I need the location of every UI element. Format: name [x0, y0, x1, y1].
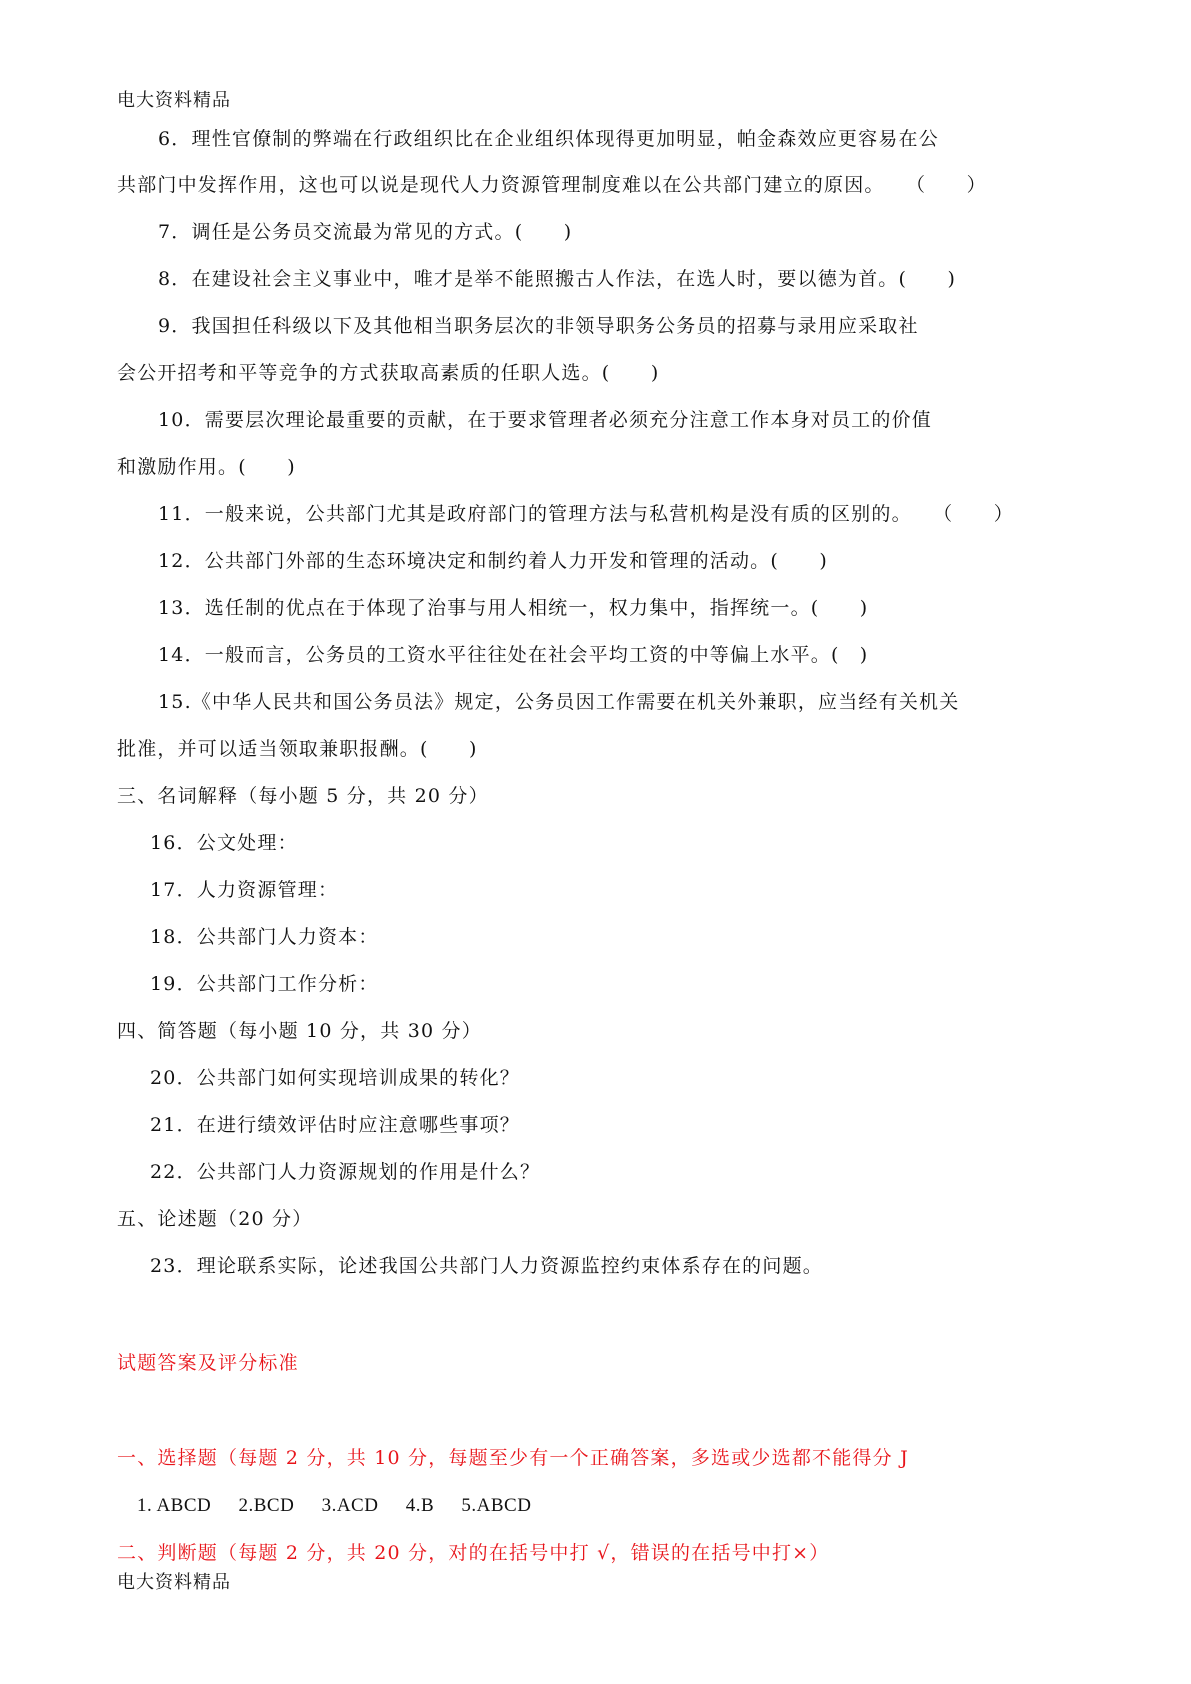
question-17: 17．人力资源管理： — [150, 879, 339, 901]
question-16: 16．公文处理： — [150, 832, 298, 854]
question-13: 13．选任制的优点在于体现了治事与用人相统一，权力集中，指挥统一。( ) — [158, 597, 869, 619]
answers-mc-title: 一、选择题（每题 2 分，共 10 分，每题至少有一个正确答案，多选或少选都不能得分 J — [117, 1447, 909, 1469]
question-10-line1: 10．需要层次理论最重要的贡献，在于要求管理者必须充分注意工作本身对员工的价值 — [158, 409, 932, 431]
answers-tf-title: 二、判断题（每题 2 分，共 20 分，对的在括号中打 √，错误的在括号中打×） — [117, 1542, 830, 1564]
question-14: 14．一般而言，公务员的工资水平往往处在社会平均工资的中等偏上水平。( ) — [158, 644, 869, 666]
question-9-line2: 会公开招考和平等竞争的方式获取高素质的任职人选。( ) — [117, 362, 660, 384]
page-header: 电大资料精品 — [117, 90, 231, 111]
question-19: 19．公共部门工作分析： — [150, 973, 379, 995]
question-18: 18．公共部门人力资本： — [150, 926, 379, 948]
answer-4: 4.B — [405, 1495, 435, 1516]
question-12: 12．公共部门外部的生态环境决定和制约着人力开发和管理的活动。( ) — [158, 550, 829, 572]
question-8: 8．在建设社会主义事业中，唯才是举不能照搬古人作法，在选人时，要以德为首。( ) — [158, 268, 957, 290]
question-9-line1: 9．我国担任科级以下及其他相当职务层次的非领导职务公务员的招募与录用应采取社 — [158, 315, 919, 337]
question-22: 22．公共部门人力资源规划的作用是什么？ — [150, 1161, 541, 1183]
question-11: 11．一般来说，公共部门尤其是政府部门的管理方法与私营机构是没有质的区别的。 （ ） — [158, 503, 1014, 525]
question-7: 7．调任是公务员交流最为常见的方式。( ) — [158, 221, 573, 243]
section-4-title: 四、简答题（每小题 10 分，共 30 分） — [117, 1020, 482, 1042]
answer-3: 3.ACD — [321, 1495, 379, 1516]
question-21: 21．在进行绩效评估时应注意哪些事项？ — [150, 1114, 520, 1136]
question-15-line1: 15.《中华人民共和国公务员法》规定，公务员因工作需要在机关外兼职，应当经有关机关 — [158, 691, 960, 713]
question-20: 20．公共部门如何实现培训成果的转化？ — [150, 1067, 520, 1089]
question-15-line2: 批准，并可以适当领取兼职报酬。( ) — [117, 738, 478, 760]
answers-mc-list — [137, 1493, 1191, 1519]
answer-1: 1. ABCD — [137, 1495, 212, 1516]
question-6-line1: 6．理性官僚制的弊端在行政组织比在企业组织体现得更加明显，帕金森效应更容易在公 — [158, 128, 939, 150]
section-3-title: 三、名词解释（每小题 5 分，共 20 分） — [117, 785, 489, 807]
question-23: 23．理论联系实际，论述我国公共部门人力资源监控约束体系存在的问题。 — [150, 1255, 823, 1277]
answer-5: 5.ABCD — [461, 1495, 532, 1516]
question-6-line2: 共部门中发挥作用，这也可以说是现代人力资源管理制度难以在公共部门建立的原因。 （ ） — [117, 174, 987, 196]
answer-2: 2.BCD — [238, 1495, 295, 1516]
answers-title: 试题答案及评分标准 — [117, 1352, 299, 1374]
page-footer: 电大资料精品 — [117, 1572, 231, 1593]
question-10-line2: 和激励作用。( ) — [117, 456, 296, 478]
section-5-title: 五、论述题（20 分） — [117, 1208, 313, 1230]
